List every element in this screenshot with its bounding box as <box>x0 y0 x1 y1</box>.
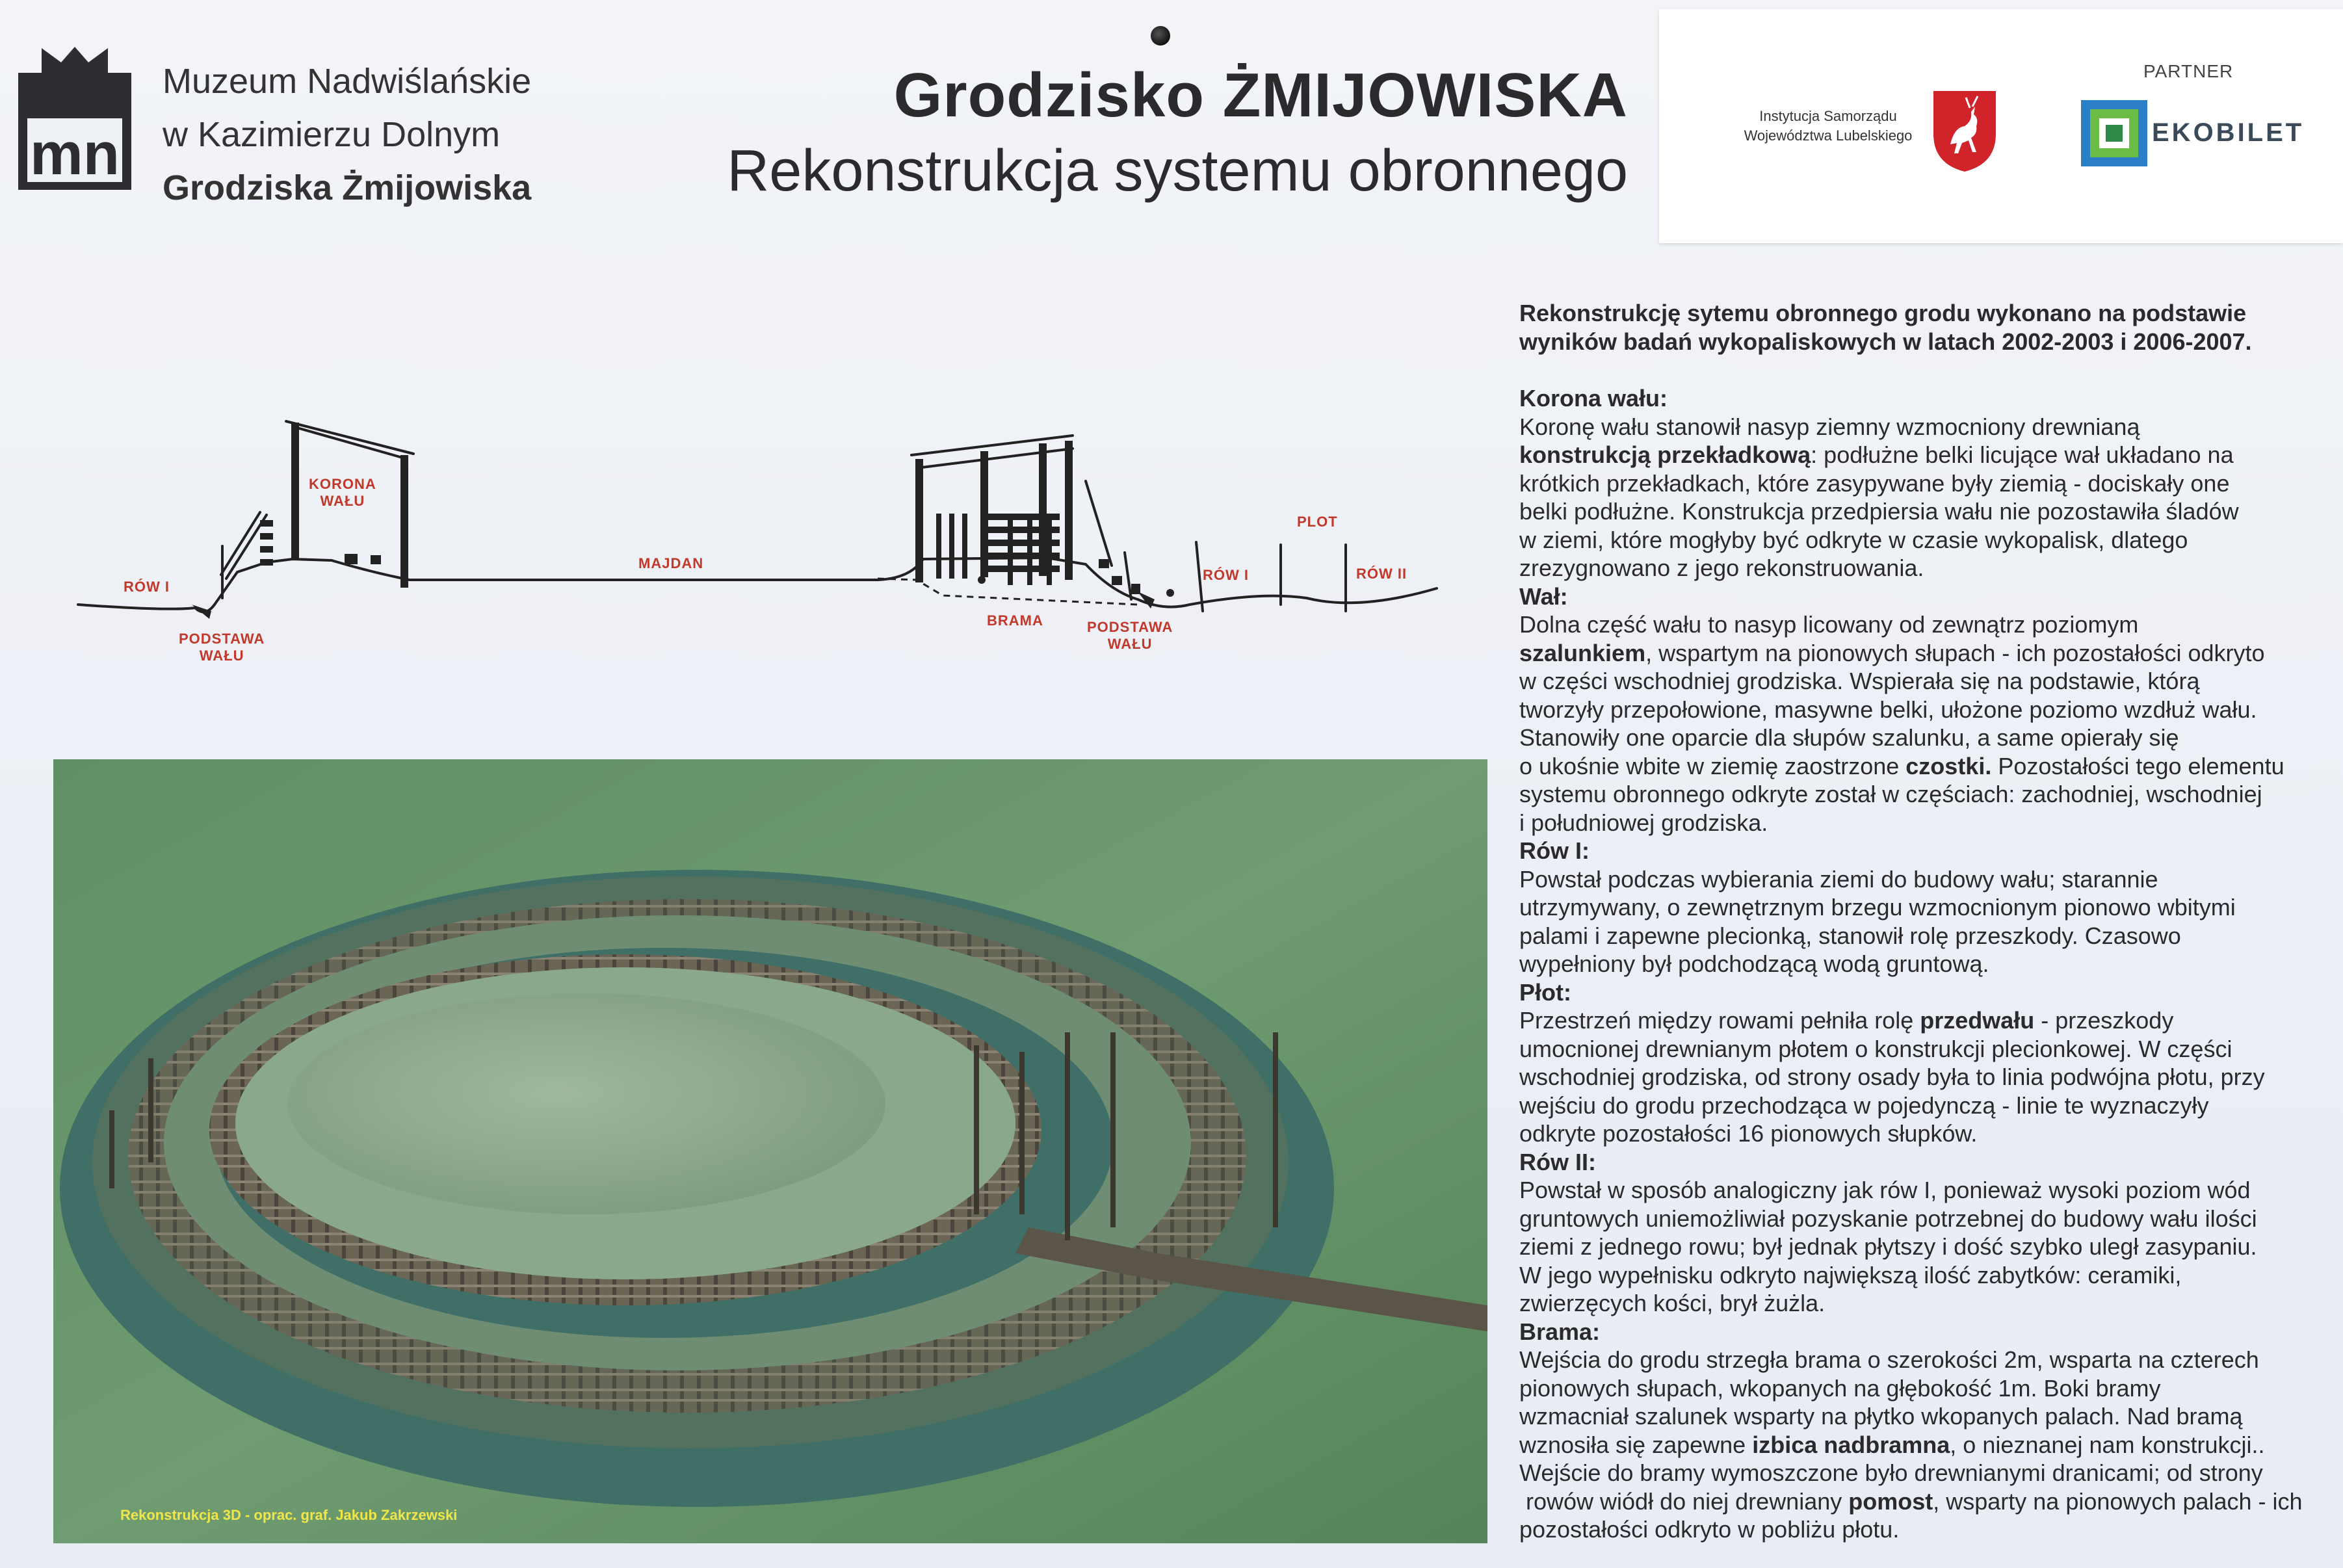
section-brama <box>1519 1346 2325 1544</box>
text-span: , o nieznanej nam konstrukcji.. <box>1950 1431 2265 1458</box>
bold-term: czostki. <box>1905 752 1992 779</box>
text-line <box>1519 752 2325 781</box>
text-span: : podłużne belki licujące wał układano na <box>1811 441 2234 468</box>
logo-letters: mn <box>30 121 120 187</box>
text-span: - przeszkody <box>2034 1007 2174 1034</box>
bold-term: konstrukcją przekładkową <box>1519 441 1811 468</box>
screw-icon <box>1151 26 1170 46</box>
text-line: zwierzęcych kości, brył żużla. <box>1519 1290 1826 1316</box>
section-title-row1: Rów I: <box>1519 837 1590 864</box>
text-line: umocnionej drewnianym płotem o konstrukcji plecionkowej. W części <box>1519 1035 2232 1062</box>
page-title: Grodzisko ŻMIJOWISKA <box>893 60 1628 130</box>
text-line <box>1519 1431 2325 1459</box>
partner-label: PARTNER <box>2143 61 2234 81</box>
label-podstawa-right-line1: PODSTAWA <box>1087 619 1173 635</box>
section-title-korona: Korona wału: <box>1519 385 1668 412</box>
text-line: palami i zapewne plecionką, stanowił rolę przeszkody. Czasowo <box>1519 922 2181 949</box>
text-span: , wspartym na pionowych słupach - ich pozostałości odkryto <box>1645 639 2265 666</box>
text-line <box>1519 1487 2325 1516</box>
text-span: o ukośnie wbite w ziemię zaostrzone <box>1519 752 1906 779</box>
text-line <box>1519 441 2325 469</box>
museum-name-line1: Muzeum Nadwiślańskie <box>163 62 532 101</box>
intro-text <box>1519 299 2325 356</box>
museum-name-line3: Grodziska Żmijowiska <box>163 168 532 207</box>
text-span: , wsparty na pionowych palach - ich <box>1933 1487 2303 1515</box>
text-span: Przestrzeń między rowami pełniła rolę <box>1519 1007 1920 1034</box>
section-title-row2: Rów II: <box>1519 1148 1596 1175</box>
text-line: krótkich przekładkach, które zasypywane były ziemią - dociskały one <box>1519 469 2230 497</box>
text-line: Powstał w sposób analogiczny jak rów I, ponieważ wysoki poziom wód <box>1519 1177 2251 1203</box>
section-title-wal: Wał: <box>1519 582 1568 610</box>
text-span: rowów wiódł do niej drewniany <box>1519 1487 1849 1515</box>
text-span: Pozostałości tego elementu <box>1991 752 2284 779</box>
institution-line2: Województwa Lubelskiego <box>1744 127 1913 144</box>
section-korona <box>1519 413 2325 582</box>
bold-term: izbica nadbramna <box>1752 1431 1950 1458</box>
text-line: w ziemi, które mogłyby być odkryte w czasie wykopalisk, dlatego <box>1519 526 2188 553</box>
text-line: wypełniony był podchodzącą wodą gruntową. <box>1519 950 1989 977</box>
section-row1 <box>1519 865 2325 978</box>
text-line <box>1519 1006 2325 1035</box>
partner-name: EKOBILET <box>2152 118 2305 147</box>
museum-name <box>163 55 531 215</box>
text-line: Powstał podczas wybierania ziemi do budowy wału; starannie <box>1519 865 2158 893</box>
bold-term: szalunkiem <box>1519 639 1646 666</box>
intro-line: Rekonstrukcję sytemu obronnego grodu wykonano na podstawie <box>1519 300 2247 326</box>
label-podstawa-right-line2: WAŁU <box>1107 636 1153 652</box>
label-podstawa-left-line2: WAŁU <box>199 647 244 664</box>
ekobilet-logo-icon <box>2078 98 2150 169</box>
label-korona-line2: WAŁU <box>320 493 365 509</box>
stronghold-illustration <box>53 759 1487 1543</box>
partner-box <box>1659 9 2343 243</box>
text-line: belki podłużne. Konstrukcja przedpiersia wału nie pozostawiła śladów <box>1519 498 2239 525</box>
cross-section-drawing <box>72 416 1443 689</box>
reconstruction-3d-image <box>53 759 1487 1543</box>
section-plot <box>1519 1006 2325 1148</box>
text-line: Koronę wału stanowił nasyp ziemny wzmocniony drewnianą <box>1519 413 2140 440</box>
section-title-plot: Płot: <box>1519 978 1571 1006</box>
label-brama: BRAMA <box>987 612 1043 629</box>
text-line: ziemi z jednego rowu; był jednak płytszy i dość szybko uległ zasypaniu. <box>1519 1233 2257 1260</box>
label-korona-line1: KORONA <box>309 476 376 492</box>
text-line: wschodniej grodziska, od strony osady była to linia podwójna płotu, przy <box>1519 1064 2265 1090</box>
text-line: systemu obronnego odkryte został w częściach: zachodniej, wschodniej <box>1519 781 2262 807</box>
museum-logo-icon <box>16 47 134 191</box>
text-line: Dolna część wału to nasyp licowany od zewnątrz poziomym <box>1519 611 2139 638</box>
text-line: W jego wypełnisku odkryto największą ilość zabytków: ceramiki, <box>1519 1261 2182 1288</box>
text-span: wznosiła się zapewne <box>1519 1431 1753 1458</box>
text-line: wzmacniał szalunek wsparty na płytko wkopanych palach. Nad bramą <box>1519 1403 2243 1430</box>
institution-line1: Instytucja Samorządu <box>1759 108 1897 124</box>
museum-name-line2: w Kazimierzu Dolnym <box>163 115 501 154</box>
section-wal <box>1519 610 2325 837</box>
text-line: pionowych słupach, wkopanych na głębokość 1m. Boki bramy <box>1519 1374 2161 1402</box>
label-row1-right: RÓW I <box>1203 567 1249 583</box>
text-line: Wejście do bramy wymoszczone było drewnianymi dranicami; od strony <box>1519 1459 2263 1486</box>
description-text <box>1519 299 2325 1544</box>
page-subtitle: Rekonstrukcja systemu obronnego <box>727 138 1628 203</box>
intro-line: wyników badań wykopaliskowych w latach 2002-2003 i 2006-2007. <box>1519 328 2252 355</box>
label-row1-left: RÓW I <box>124 579 170 595</box>
label-podstawa-walu-right <box>1087 619 1173 653</box>
cross-section-diagram <box>72 416 1443 689</box>
label-podstawa-left-line1: PODSTAWA <box>179 631 265 647</box>
section-row2 <box>1519 1176 2325 1318</box>
text-line: w części wschodniej grodziska. Wspierała się na podstawie, którą <box>1519 668 2200 694</box>
bold-term: przedwału <box>1920 1007 2035 1034</box>
text-line: wejściu do grodu przechodząca w pojedynczą - linie te wyznaczyły <box>1519 1091 2209 1119</box>
label-plot: PLOT <box>1297 514 1338 530</box>
label-row2: RÓW II <box>1356 566 1407 582</box>
text-line: Stanowiły one oparcie dla słupów szalunku, a same opierały się <box>1519 724 2179 751</box>
label-korona-walu <box>309 476 376 510</box>
image-credit: Rekonstrukcja 3D - oprac. graf. Jakub Zakrzewski <box>120 1507 458 1523</box>
text-line: i południowej grodziska. <box>1519 809 1768 836</box>
text-line: utrzymywany, o zewnętrznym brzegu wzmocnionym pionowo wbitymi <box>1519 894 2236 921</box>
text-line: pozostałości odkryto w pobliżu płotu. <box>1519 1516 1900 1543</box>
lubelskie-crest-icon <box>1931 88 1998 173</box>
text-line: odkryte pozostałości 16 pionowych słupków. <box>1519 1120 1978 1147</box>
header <box>727 60 1628 205</box>
text-line: zrezygnowano z jego rekonstruowania. <box>1519 555 1924 581</box>
institution-name <box>1731 107 1926 146</box>
text-line: gruntowych uniemożliwiał pozyskanie potrzebnej do budowy wału ilości <box>1519 1205 2257 1232</box>
bold-term: pomost <box>1848 1487 1933 1515</box>
text-line <box>1519 639 2325 668</box>
text-line: Wejścia do grodu strzegła brama o szerokości 2m, wsparta na czterech <box>1519 1346 2259 1373</box>
text-line: tworzyły przepołowione, masywne belki, ułożone poziomo wzdłuż wału. <box>1519 696 2257 723</box>
label-majdan: MAJDAN <box>638 555 704 571</box>
label-podstawa-walu-left <box>179 631 265 664</box>
section-title-brama: Brama: <box>1519 1318 1601 1345</box>
